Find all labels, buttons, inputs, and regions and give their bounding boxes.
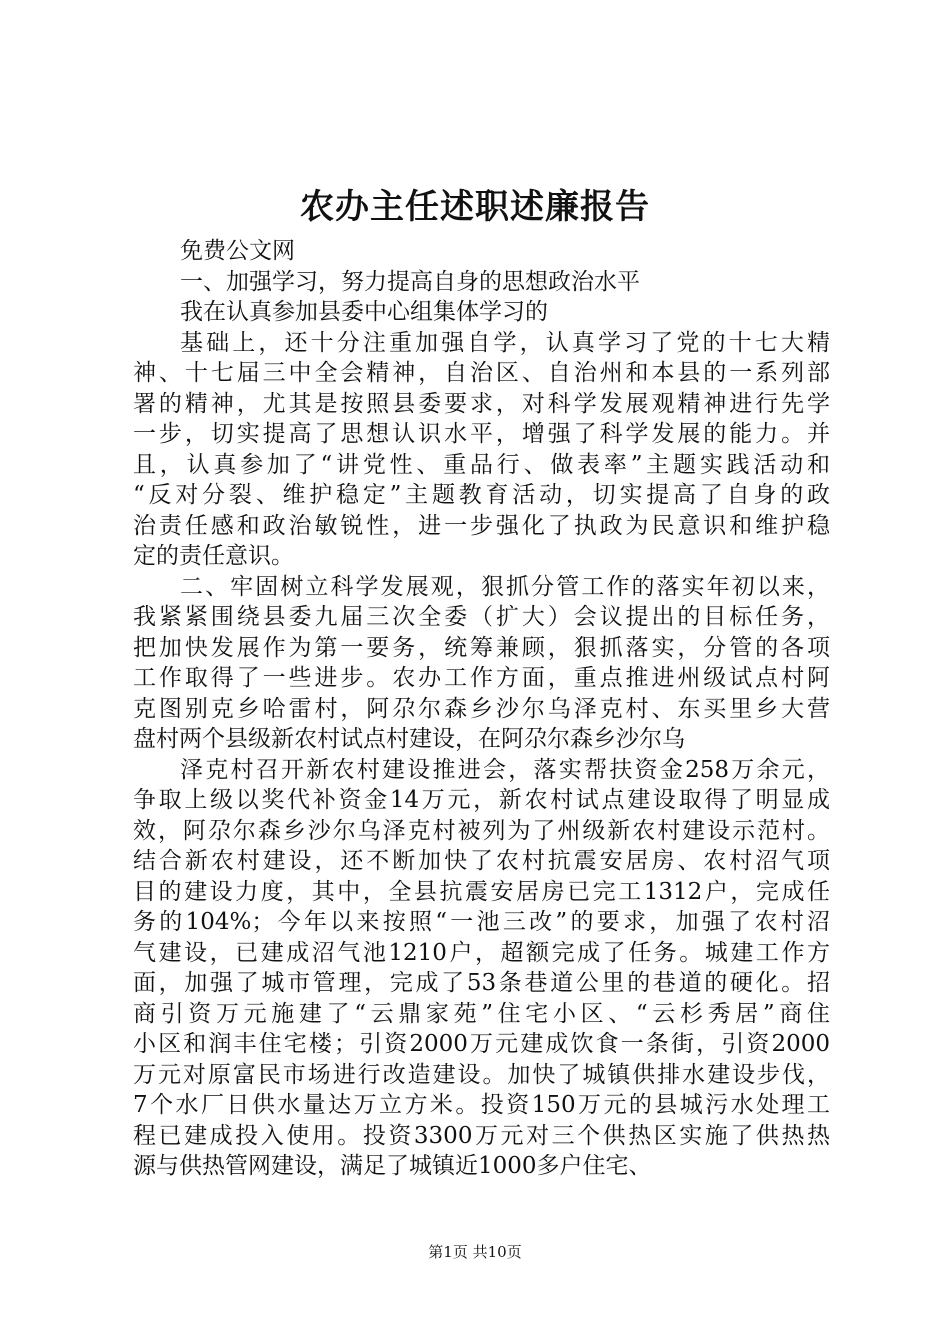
- text-line: 气建设，已建成沼气池1210户，超额完成了任务。城建工作方: [133, 939, 830, 966]
- text-line: 盘村两个县级新农村试点村建设，在阿尕尔森乡沙尔乌: [133, 726, 685, 752]
- text-line: 工作取得了一些进步。农办工作方面，重点推进州级试点村阿: [133, 665, 830, 691]
- text-line: 面，加强了城市管理，完成了53条巷道公里的巷道的硬化。招: [133, 970, 830, 996]
- text-line: 克图别克乡哈雷村，阿尕尔森乡沙尔乌泽克村、东买里乡大营: [133, 695, 830, 722]
- text-line: 署的精神，尤其是按照县委要求，对科学发展观精神进行先学: [133, 390, 830, 417]
- text-line: 治责任感和政治敏锐性，进一步强化了执政为民意识和维护稳: [133, 512, 830, 539]
- text-line: 免费公文网: [180, 238, 295, 264]
- text-line: 程已建成投入使用。投资3300万元对三个供热区实施了供热热: [133, 1122, 830, 1149]
- text-line: 源与供热管网建设，满足了城镇近1000多户住宅、: [133, 1153, 652, 1179]
- text-line: 务的104%；今年以来按照“一池三改”的要求，加强了农村沼: [133, 909, 830, 935]
- text-line: 我在认真参加县委中心组集体学习的: [180, 299, 548, 325]
- text-line: 且，认真参加了“讲党性、重品行、做表率”主题实践活动和: [133, 451, 830, 478]
- text-line: 神、十七届三中全会精神，自治区、自治州和本县的一系列部: [133, 360, 830, 386]
- text-line: 7个水厂日供水量达万立方米。投资150万元的县城污水处理工: [133, 1092, 830, 1118]
- text-line: 小区和润丰住宅楼；引资2000万元建成饮食一条街，引资2000: [133, 1031, 830, 1057]
- text-line: 一、加强学习，努力提高自身的思想政治水平: [180, 268, 640, 295]
- text-line: 效，阿尕尔森乡沙尔乌泽克村被列为了州级新农村建设示范村。: [133, 817, 830, 844]
- document-body: [133, 236, 830, 1182]
- page-footer: 第1页 共10页: [428, 1243, 522, 1261]
- text-line: “反对分裂、维护稳定”主题教育活动，切实提高了自身的政: [133, 482, 830, 508]
- text-line: 二、牢固树立科学发展观，狠抓分管工作的落实年初以来，: [180, 573, 830, 600]
- text-line: 争取上级以奖代补资金14万元，新农村试点建设取得了明显成: [133, 787, 830, 813]
- document-title: 农办主任述职述廉报告: [300, 187, 650, 227]
- text-line: 我紧紧围绕县委九届三次全委（扩大）会议提出的目标任务，: [133, 604, 830, 630]
- text-line: 目的建设力度，其中，全县抗震安居房已完工1312户，完成任: [133, 878, 830, 905]
- text-line: 把加快发展作为第一要务，统筹兼顾，狠抓落实，分管的各项: [133, 634, 830, 661]
- text-line: 结合新农村建设，还不断加快了农村抗震安居房、农村沼气项: [133, 848, 830, 874]
- text-line: 万元对原富民市场进行改造建设。加快了城镇供排水建设步伐，: [133, 1061, 830, 1088]
- text-line: 基础上，还十分注重加强自学，认真学习了党的十七大精: [180, 329, 830, 356]
- text-line: 一步，切实提高了思想认识水平，增强了科学发展的能力。并: [133, 421, 830, 447]
- text-line: 商引资万元施建了“云鼎家苑”住宅小区、“云杉秀居”商住: [133, 1000, 830, 1027]
- text-line: 定的责任意识。: [133, 543, 294, 569]
- text-line: 泽克村召开新农村建设推进会，落实帮扶资金258万余元，: [180, 756, 830, 783]
